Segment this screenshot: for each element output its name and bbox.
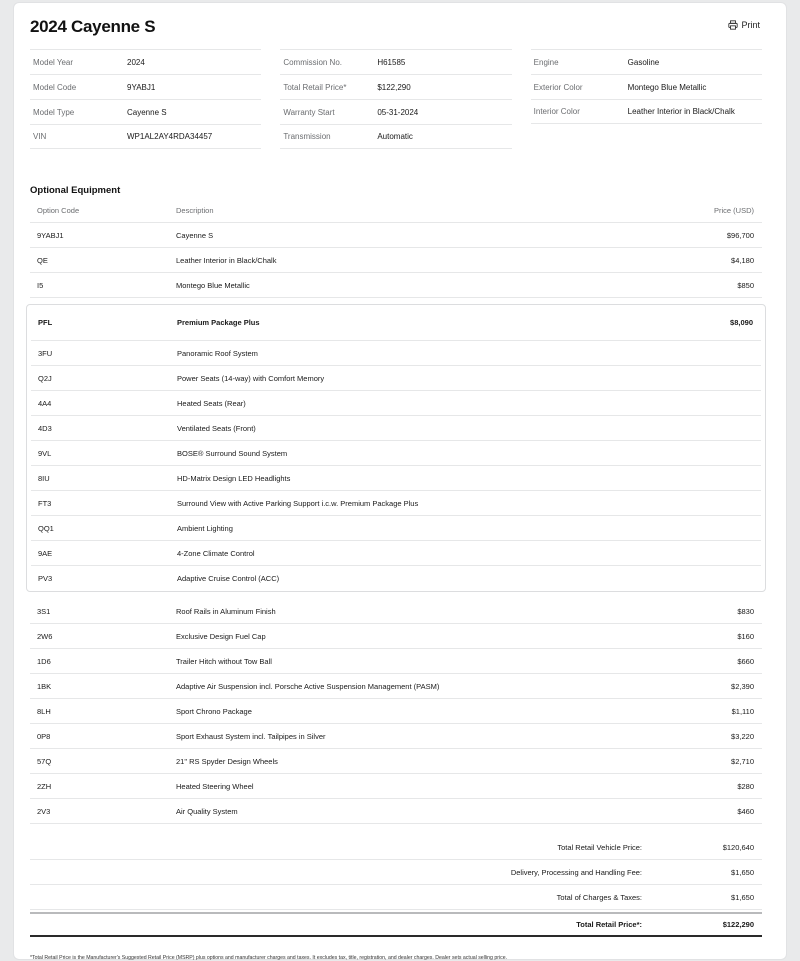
total-value: $1,650 (731, 867, 754, 877)
option-description: Surround View with Active Parking Support i.c.w. Premium Package Plus (177, 498, 419, 508)
spec-row (531, 49, 762, 74)
option-description: Cayenne S (176, 230, 214, 240)
spec-label: Transmission (283, 132, 331, 141)
options-table (30, 199, 762, 824)
specs-column-3 (531, 49, 762, 149)
spec-value: H61585 (377, 57, 406, 67)
specs-column-2 (280, 49, 511, 149)
spec-label: Interior Color (533, 107, 580, 116)
spec-row (280, 49, 511, 74)
spec-value: 9YABJ1 (127, 82, 156, 92)
option-code: I5 (37, 280, 44, 290)
table-row (30, 624, 762, 649)
spec-value: 05-31-2024 (377, 107, 419, 117)
table-row (31, 491, 761, 516)
option-code: 2W6 (37, 631, 53, 641)
package-description: Premium Package Plus (177, 318, 260, 327)
spec-value: Leather Interior in Black/Chalk (627, 107, 735, 116)
spec-row (280, 74, 511, 99)
option-price: $160 (737, 631, 754, 641)
spec-label: Total Retail Price* (283, 82, 347, 92)
total-row (30, 835, 762, 860)
spec-value: 2024 (127, 57, 145, 67)
option-description: Roof Rails in Aluminum Finish (176, 606, 276, 616)
option-description: Ventilated Seats (Front) (177, 423, 256, 433)
header (30, 17, 772, 37)
option-code: 3S1 (37, 606, 51, 616)
option-code: 4A4 (38, 398, 52, 408)
option-description: Power Seats (14-way) with Comfort Memory (177, 373, 325, 383)
option-description: Sport Exhaust System incl. Tailpipes in Silver (176, 731, 326, 741)
option-price: $830 (737, 606, 754, 616)
option-code: Q2J (38, 373, 52, 383)
spec-row (30, 49, 261, 74)
option-price: $1,110 (731, 706, 754, 716)
table-row (31, 416, 761, 441)
table-row (30, 749, 762, 774)
spec-label: Model Year (33, 57, 74, 67)
header-option-code: Option Code (37, 206, 80, 215)
grand-total-value: $122,290 (722, 920, 754, 929)
option-description: Montego Blue Metallic (176, 280, 250, 290)
option-code: PV3 (38, 574, 53, 583)
package-header-row (31, 305, 761, 341)
option-code: 0P8 (37, 731, 51, 741)
option-code: QQ1 (38, 523, 54, 533)
grand-total-row (30, 912, 762, 937)
option-code: 1D6 (37, 656, 51, 666)
option-code: 2V3 (37, 806, 51, 816)
table-row (30, 674, 762, 699)
table-row (30, 248, 762, 273)
option-price: $96,700 (726, 230, 754, 240)
total-value: $120,640 (722, 842, 754, 852)
option-description: BOSE® Surround Sound System (177, 448, 288, 458)
table-row (31, 341, 761, 366)
option-code: FT3 (38, 498, 52, 508)
spec-row (531, 74, 762, 99)
option-description: Adaptive Cruise Control (ACC) (177, 574, 280, 583)
spec-label: Commission No. (283, 57, 343, 67)
spec-row (531, 99, 762, 124)
option-code: 1BK (37, 681, 52, 691)
spec-row (30, 74, 261, 99)
printer-icon (728, 20, 738, 30)
spec-value: Gasoline (627, 57, 660, 67)
vehicle-specs (30, 49, 762, 149)
option-price: $3,220 (731, 731, 754, 741)
table-row (30, 699, 762, 724)
option-description: Exclusive Design Fuel Cap (176, 631, 266, 641)
option-code: 9AE (38, 548, 53, 558)
spec-label: Exterior Color (533, 82, 583, 92)
total-row (30, 860, 762, 885)
option-description: Air Quality System (176, 806, 238, 816)
spec-value: Montego Blue Metallic (627, 82, 707, 92)
table-row (30, 273, 762, 298)
footnote: *Total Retail Price is the Manufacturer's Suggested Retail Price (MSRP) plus options and manufacturer charges and taxes. It excludes tax, title, registration, and dealer charges. Dealer sets actual selling price. (30, 955, 508, 961)
table-row (31, 466, 761, 491)
spec-label: Warranty Start (283, 107, 335, 117)
total-label: Total of Charges & Taxes: (556, 892, 642, 902)
option-price: $460 (737, 806, 754, 816)
table-row (31, 516, 761, 541)
spec-label: VIN (33, 132, 47, 141)
page-title: 2024 Cayenne S (30, 17, 156, 36)
header-price: Price (USD) (713, 206, 754, 215)
table-row (30, 223, 762, 248)
table-row (30, 799, 762, 824)
total-label: Total Retail Vehicle Price: (557, 842, 642, 852)
option-description: HD-Matrix Design LED Headlights (177, 473, 291, 483)
specs-column-1 (30, 49, 261, 149)
print-button[interactable] (728, 20, 760, 30)
spec-row (30, 99, 261, 124)
package-price: $8,090 (730, 318, 753, 327)
option-price: $660 (737, 656, 754, 666)
table-header (30, 199, 762, 223)
package-code: PFL (38, 318, 53, 327)
option-code: QE (37, 255, 48, 265)
option-description: Trailer Hitch without Tow Ball (176, 656, 272, 666)
window-sticker-card (13, 2, 787, 960)
option-description: 21" RS Spyder Design Wheels (176, 756, 278, 766)
option-description: Heated Steering Wheel (176, 781, 254, 791)
option-description: Adaptive Air Suspension incl. Porsche Active Suspension Management (PASM) (176, 681, 440, 691)
option-price: $4,180 (731, 255, 754, 265)
option-code: 9VL (38, 448, 52, 458)
table-row (31, 566, 761, 591)
totals-section (30, 835, 762, 937)
spec-value: Cayenne S (127, 107, 167, 117)
option-price: $2,390 (731, 681, 754, 691)
table-row (30, 599, 762, 624)
option-code: 9YABJ1 (37, 230, 64, 240)
grand-total-label: Total Retail Price*: (576, 920, 642, 929)
option-code: 57Q (37, 756, 52, 766)
option-code: 8IU (38, 473, 50, 483)
table-row (31, 441, 761, 466)
option-description: Panoramic Roof System (177, 348, 258, 358)
table-row (31, 366, 761, 391)
spec-label: Model Code (33, 82, 77, 92)
table-row (30, 774, 762, 799)
spec-value: WP1AL2AY4RDA34457 (127, 132, 213, 141)
option-code: 2ZH (37, 781, 52, 791)
spec-row (280, 124, 511, 149)
optional-equipment-title: Optional Equipment (30, 185, 121, 196)
option-description: Sport Chrono Package (176, 706, 252, 716)
table-row (31, 391, 761, 416)
spec-label: Engine (533, 57, 559, 67)
option-description: 4-Zone Climate Control (177, 548, 255, 558)
option-price: $2,710 (731, 756, 754, 766)
total-label: Delivery, Processing and Handling Fee: (510, 867, 642, 877)
spec-row (280, 99, 511, 124)
option-price: $850 (737, 280, 754, 290)
spec-row (30, 124, 261, 149)
total-row (30, 885, 762, 910)
option-code: 4D3 (38, 423, 52, 433)
spec-label: Model Type (33, 107, 75, 117)
option-description: Leather Interior in Black/Chalk (176, 255, 277, 265)
premium-package-group (26, 304, 766, 592)
header-description: Description (176, 206, 214, 215)
spec-value: $122,290 (377, 82, 411, 92)
table-row (31, 541, 761, 566)
table-row (30, 724, 762, 749)
table-row (30, 649, 762, 674)
total-value: $1,650 (731, 892, 754, 902)
option-description: Heated Seats (Rear) (177, 398, 246, 408)
print-label: Print (741, 20, 760, 30)
option-code: 8LH (37, 706, 51, 716)
option-description: Ambient Lighting (177, 523, 233, 533)
spec-value: Automatic (377, 132, 413, 141)
option-price: $280 (737, 781, 754, 791)
option-code: 3FU (38, 348, 53, 358)
